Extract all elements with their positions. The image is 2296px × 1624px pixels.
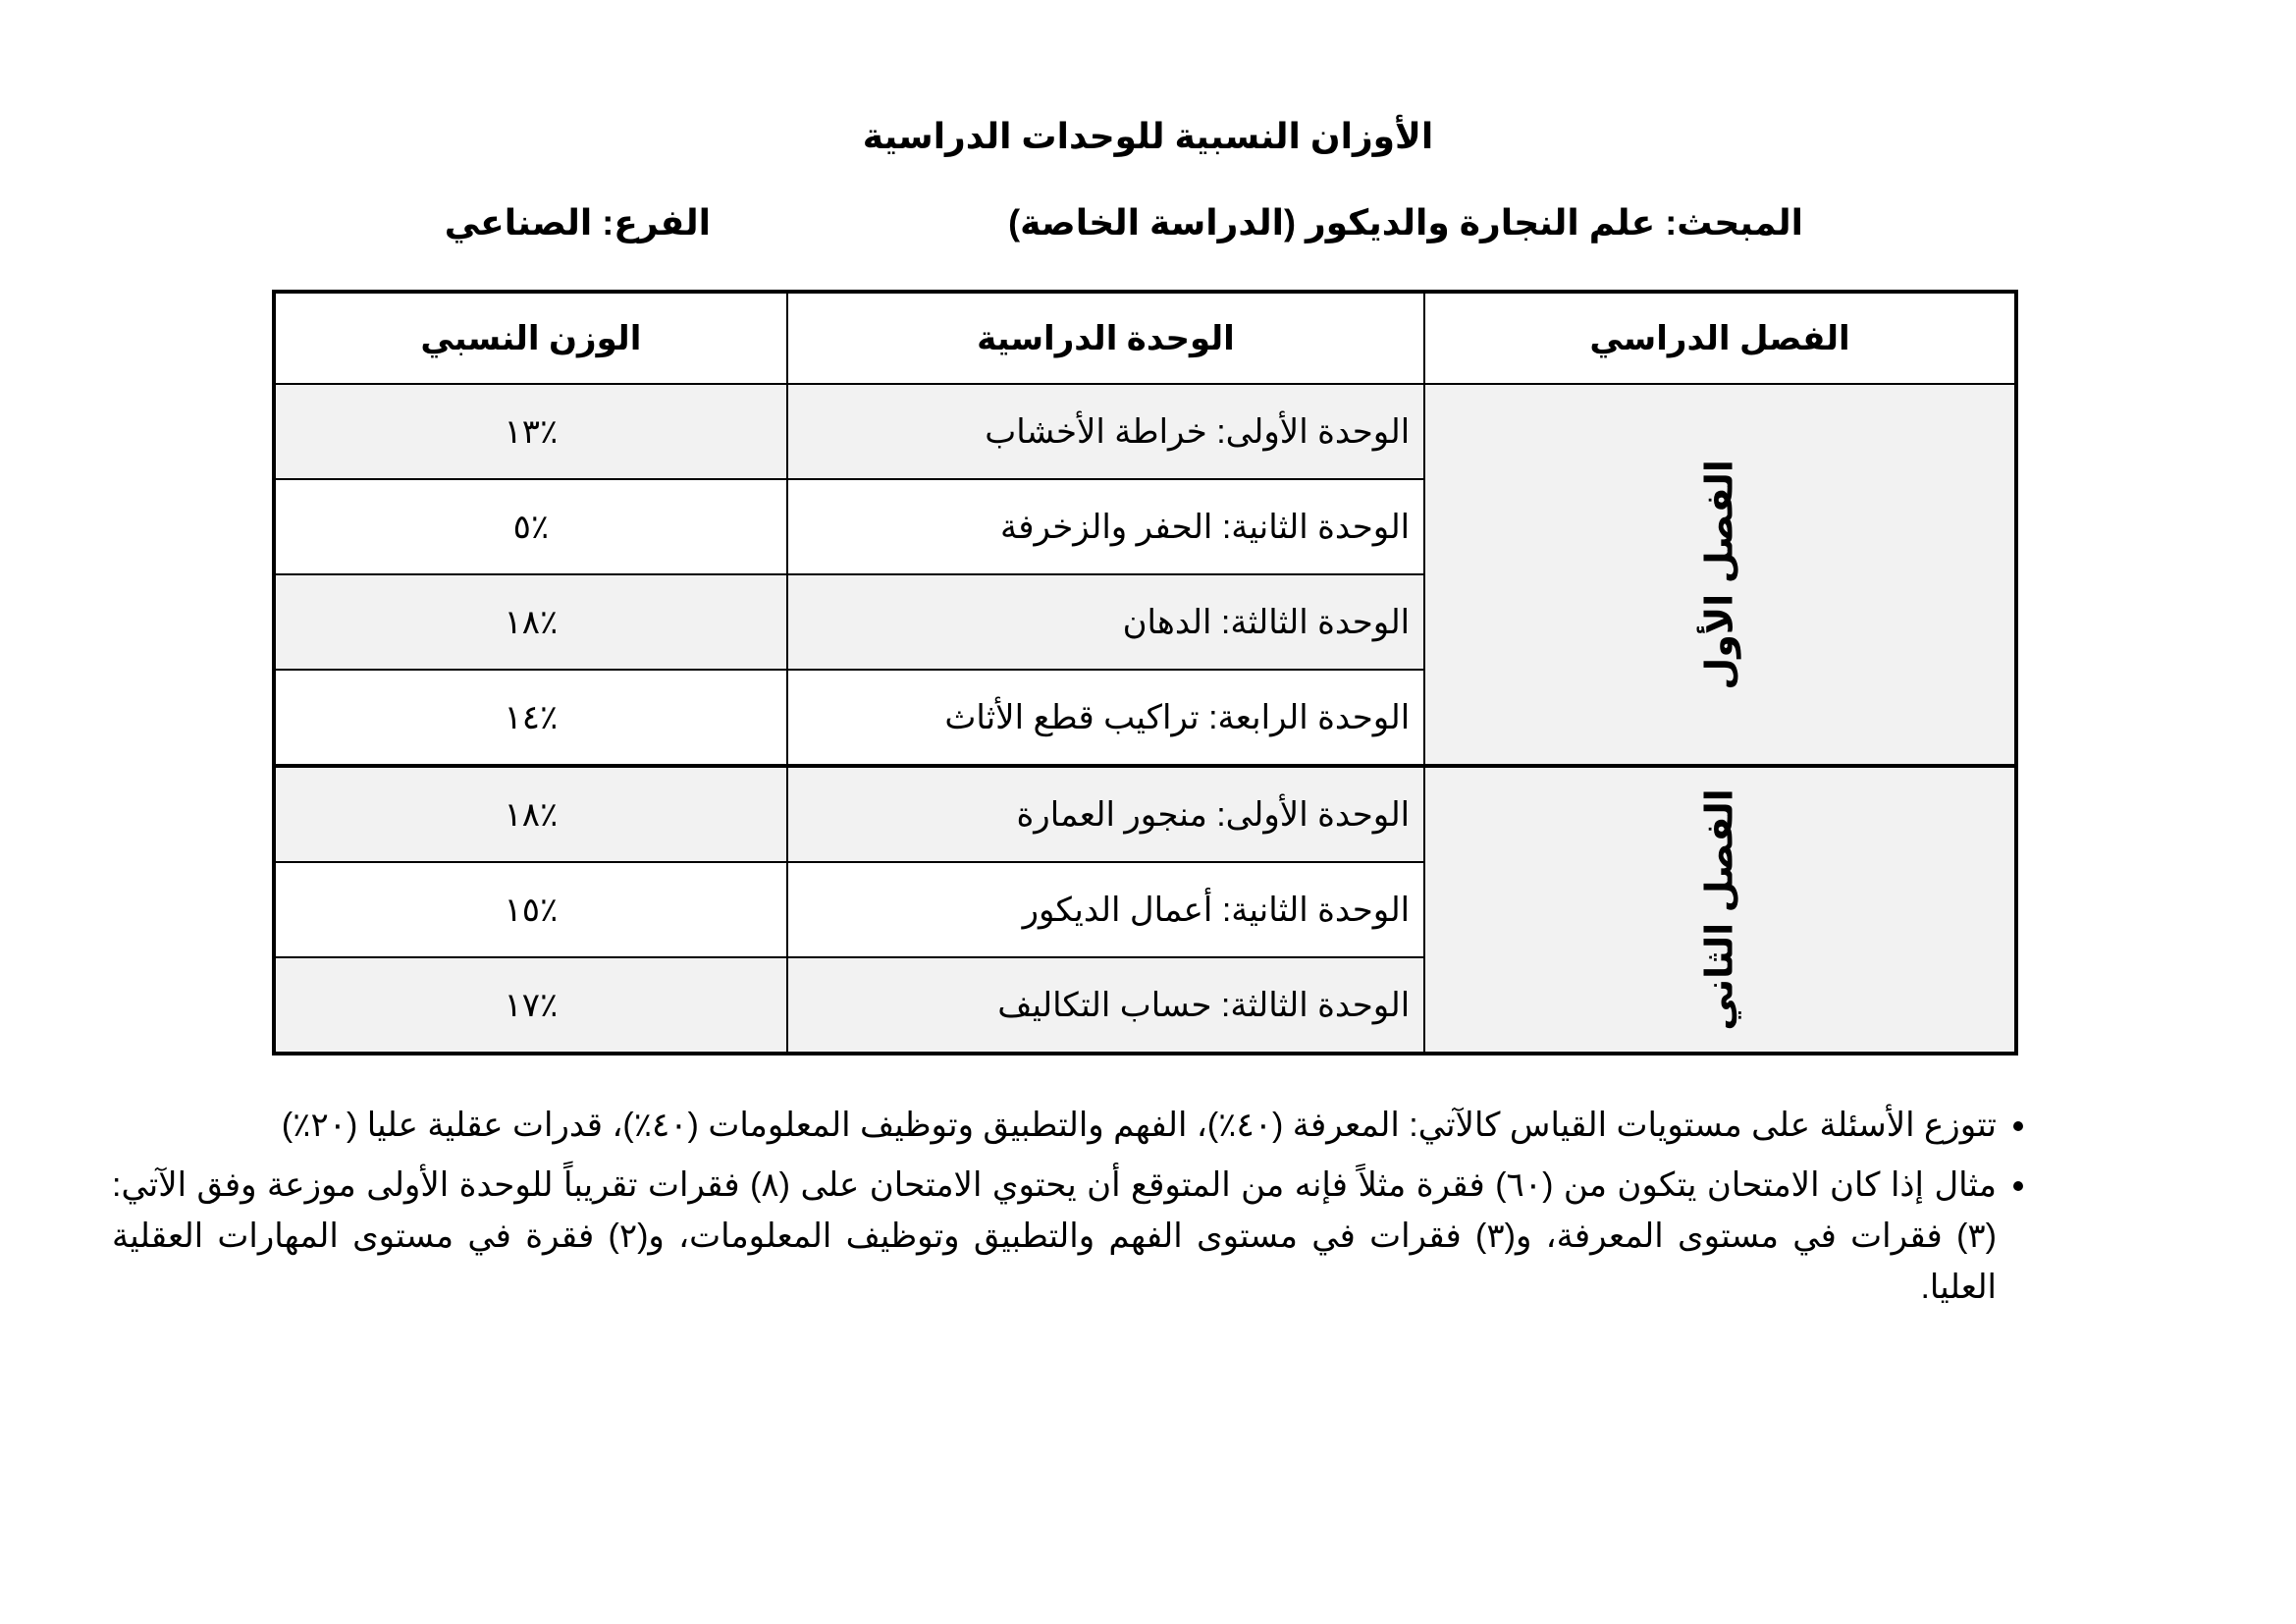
unit-cell: الوحدة الثانية: أعمال الديكور: [787, 862, 1424, 957]
notes-list: [112, 1100, 2040, 1322]
semester-cell: [1424, 766, 2016, 1054]
table-header-row: [274, 292, 2016, 384]
weight-cell: ٪٥: [274, 479, 787, 574]
subject-label: المبحث: علم النجارة والديكور (الدراسة الخاصة): [1008, 202, 1803, 243]
table-row: [274, 766, 2016, 862]
semester-cell: [1424, 384, 2016, 766]
unit-cell: الوحدة الثالثة: الدهان: [787, 574, 1424, 670]
unit-cell: الوحدة الأولى: خراطة الأخشاب: [787, 384, 1424, 479]
header-weight: الوزن النسبي: [274, 292, 787, 384]
list-item: • مثال إذا كان الامتحان يتكون من (٦٠) فقرة مثلاً فإنه من المتوقع أن يحتوي الامتحان على (٨) فقرات تقريباً للوحدة الأولى موزعة وفق الآتي: (٣) فقرات في مستوى المعرفة، و(٣) فقرات في مستوى الفهم والتطبيق وتوظيف المعلومات، و(٢) فقرة في مستوى المهارات العقلية العليا.: [112, 1160, 1997, 1313]
unit-cell: الوحدة الثانية: الحفر والزخرفة: [787, 479, 1424, 574]
list-item: • تتوزع الأسئلة على مستويات القياس كالآتي: المعرفة (٤٠٪)، الفهم والتطبيق وتوظيف المعلومات (٤٠٪)، قدرات عقلية عليا (٢٠٪): [112, 1100, 1997, 1151]
weight-cell: ٪١٧: [274, 957, 787, 1054]
semester-label: الفصل الثاني: [1699, 788, 1741, 1031]
weights-table: [272, 290, 2018, 1056]
header-unit: الوحدة الدراسية: [787, 292, 1424, 384]
weight-cell: ٪١٨: [274, 574, 787, 670]
weight-cell: ٪١٥: [274, 862, 787, 957]
unit-cell: الوحدة الرابعة: تراكيب قطع الأثاث: [787, 670, 1424, 766]
table-row: [274, 384, 2016, 479]
weight-cell: ٪١٤: [274, 670, 787, 766]
branch-label: الفرع: الصناعي: [444, 202, 711, 243]
page-title: الأوزان النسبية للوحدات الدراسية: [862, 116, 1434, 156]
semester-label: الفصل الأول: [1699, 459, 1741, 690]
unit-cell: الوحدة الأولى: منجور العمارة: [787, 766, 1424, 862]
header-semester: الفصل الدراسي: [1424, 292, 2016, 384]
weight-cell: ٪١٨: [274, 766, 787, 862]
unit-cell: الوحدة الثالثة: حساب التكاليف: [787, 957, 1424, 1054]
weight-cell: ٪١٣: [274, 384, 787, 479]
